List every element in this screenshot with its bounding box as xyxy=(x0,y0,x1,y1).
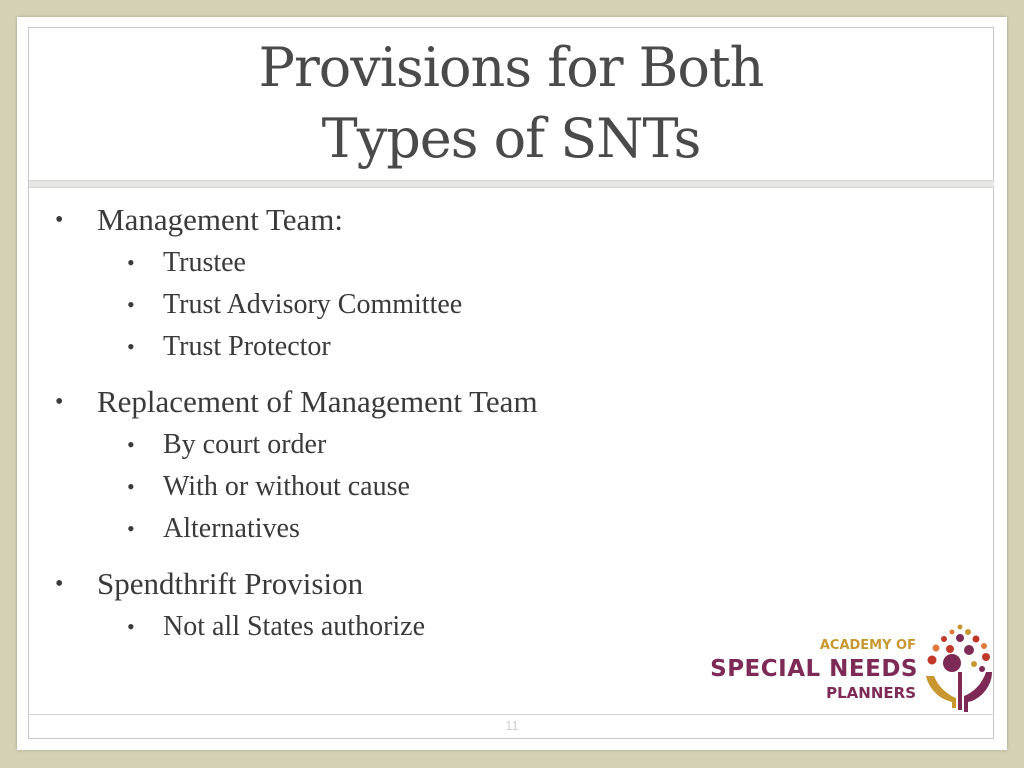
bullet-icon: • xyxy=(127,516,135,541)
sub-bullet-item xyxy=(55,326,955,368)
bullet-label: Spendthrift Provision xyxy=(97,566,364,601)
organization-logo xyxy=(708,622,1000,714)
bullet-label: Replacement of Management Team xyxy=(97,384,538,419)
bullet-item xyxy=(55,198,955,242)
tree-hands-icon xyxy=(922,622,998,714)
bullet-icon: • xyxy=(127,474,135,499)
sub-bullet-label: With or without cause xyxy=(163,471,410,502)
slide-title xyxy=(28,32,994,174)
bullet-icon: • xyxy=(55,389,64,415)
sub-bullet-item xyxy=(55,284,955,326)
footer-divider xyxy=(29,714,994,715)
bullet-item xyxy=(55,562,955,606)
sub-bullet-list xyxy=(55,242,955,368)
sub-bullet-item xyxy=(55,508,955,550)
sub-bullet-label: Not all States authorize xyxy=(163,611,426,642)
logo-wordmark xyxy=(708,622,918,702)
sub-bullet-label: Trust Advisory Committee xyxy=(163,289,463,320)
sub-bullet-label: Trust Protector xyxy=(163,331,331,362)
slide-title-line-1: Provisions for Both xyxy=(258,36,764,99)
sub-bullet-item xyxy=(55,242,955,284)
sub-bullet-label: By court order xyxy=(163,429,327,460)
sub-bullet-label: Trustee xyxy=(163,247,246,278)
bullet-icon: • xyxy=(127,614,135,639)
bullet-icon: • xyxy=(127,292,135,317)
sub-bullet-item xyxy=(55,424,955,466)
sub-bullet-list xyxy=(55,424,955,550)
slide-title-line-2: Types of SNTs xyxy=(321,107,701,170)
sub-bullet-label: Alternatives xyxy=(163,513,300,544)
bullet-label: Management Team: xyxy=(97,202,344,237)
logo-line-academy: ACADEMY OF xyxy=(819,638,916,653)
slide-body xyxy=(55,198,955,660)
bullet-item xyxy=(55,380,955,424)
sub-bullet-item xyxy=(55,466,955,508)
bullet-icon: • xyxy=(127,334,135,359)
bullet-icon: • xyxy=(127,432,135,457)
bullet-icon: • xyxy=(127,250,135,275)
bullet-icon: • xyxy=(55,571,64,597)
bullet-icon: • xyxy=(55,207,64,233)
logo-line-planners: PLANNERS xyxy=(826,684,916,702)
page-number: 11 xyxy=(505,718,519,733)
title-divider xyxy=(29,180,994,188)
logo-line-special-needs: SPECIAL NEEDS xyxy=(710,656,918,682)
